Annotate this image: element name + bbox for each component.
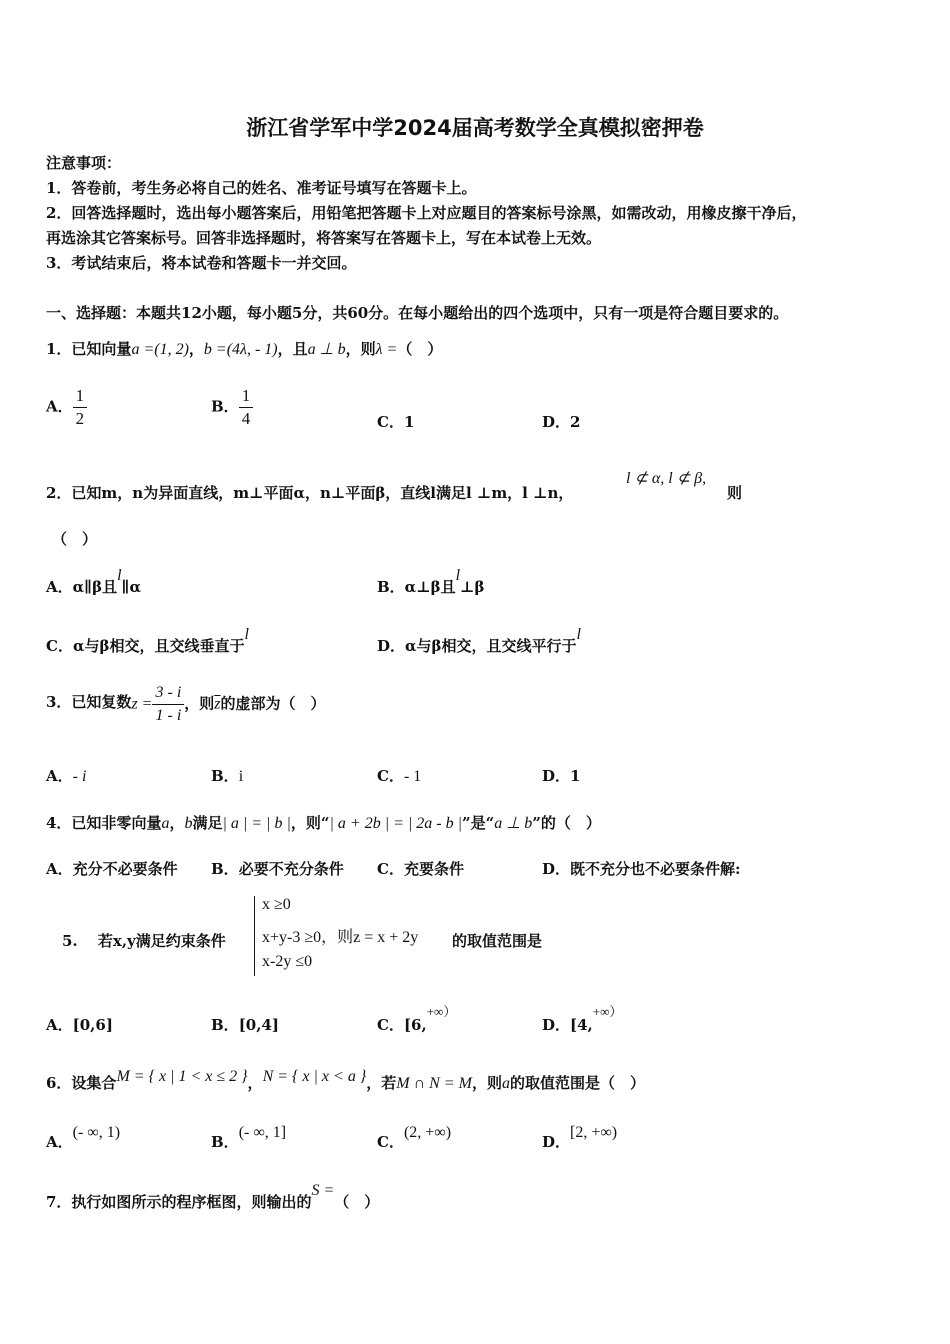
q5-tail: 的取值范围是	[452, 932, 543, 950]
q1-option-d[interactable]: D．2	[542, 413, 581, 431]
question-5: 5. 若x,y满足约束条件	[62, 932, 226, 950]
q3-option-a[interactable]: A．- i	[46, 767, 87, 785]
question-3: 3．已知复数z = $\frac{3 - i}{1 - i}$ ，则$\overline{z}$的虚部为（ ）	[46, 682, 326, 727]
fraction: $\frac{1}{4}$	[239, 385, 254, 430]
notice-item-3: 3．考试结束后，将本试卷和答题卡一并交回。	[46, 254, 357, 272]
q2-condition: l ⊄ α, l ⊄ β,	[626, 470, 707, 487]
constraint-3: x-2y ≤0	[262, 953, 313, 970]
vector-b: b =(4λ, - 1)	[203, 341, 278, 358]
q1-option-c[interactable]: C．1	[377, 413, 415, 431]
q3-option-c[interactable]: C．- 1	[377, 767, 422, 785]
section-heading: 一、选择题：本题共12小题，每小题5分，共60分。在每小题给出的四个选项中，只有一项是符合题目要求的。	[46, 304, 789, 322]
q4-option-d[interactable]: D．既不充分也不必要条件解:	[542, 860, 741, 878]
q6-option-a[interactable]: A．(- ∞, 1)	[46, 1124, 121, 1151]
z-conjugate: $\overline{z}$	[214, 695, 221, 713]
constraint-1: x ≥0	[262, 896, 291, 913]
constraint-2: x+y-3 ≥0，则z = x + 2y	[262, 929, 419, 946]
q4-option-b[interactable]: B．必要不充分条件	[211, 860, 344, 878]
q3-option-d[interactable]: D．1	[542, 767, 581, 785]
notice-heading: 注意事项：	[46, 154, 122, 172]
q2-paren: （ ）	[52, 530, 98, 548]
question-2: 2．已知m，n为异面直线，m⊥平面α，n⊥平面β，直线l满足l ⊥m，l ⊥n，	[46, 484, 574, 502]
q5-option-b[interactable]: B．[0,4]	[211, 1016, 279, 1034]
q3-option-b[interactable]: B．i	[211, 767, 244, 785]
page-title: 浙江省学军中学2024届高考数学全真模拟密押卷	[246, 116, 704, 140]
notice-item-2a: 2．回答选择题时，选出每小题答案后，用铅笔把答题卡上对应题目的答案标号涂黑，如需改动，用橡皮擦干净后，	[46, 204, 807, 222]
perp-condition: a ⊥ b	[307, 341, 346, 358]
q4-option-a[interactable]: A．充分不必要条件	[46, 860, 178, 878]
notice-item-1: 1．答卷前，考生务必将自己的姓名、准考证号填写在答题卡上。	[46, 179, 477, 197]
fraction: $\frac{1}{2}$	[73, 385, 88, 430]
q2-option-d[interactable]: D．α与β相交，且交线平行于l	[377, 626, 581, 655]
vector-a: a =(1, 2)	[131, 341, 189, 358]
q5-option-d[interactable]: D．[4,+∞）	[542, 1004, 623, 1034]
q2-option-c[interactable]: C．α与β相交，且交线垂直于l	[46, 626, 249, 655]
q2-tail: 则	[727, 484, 743, 502]
question-6: 6．设集合M = { x | 1 < x ≤ 2 }，N = { x | x < a }，若M ∩ N = M，则a的取值范围是（ ）	[46, 1068, 645, 1092]
q4-expression: | a + 2b | = | 2a - b |	[329, 815, 463, 832]
q4-option-c[interactable]: C．充要条件	[377, 860, 464, 878]
q2-option-b[interactable]: B．α⊥β且l⊥β	[377, 567, 485, 596]
question-4: 4．已知非零向量a，b满足| a | = | b |，则“| a + 2b | = | 2a - b |”是“a ⊥ b”的（ ）	[46, 814, 601, 832]
question-7: 7．执行如图所示的程序框图，则输出的S =（ ）	[46, 1182, 380, 1211]
q1-option-a[interactable]: A． $\frac{1}{2}$	[46, 385, 87, 430]
q6-option-c[interactable]: C．(2, +∞)	[377, 1124, 452, 1151]
lambda: λ =	[375, 341, 398, 358]
fraction: $\frac{3 - i}{1 - i}$	[152, 682, 184, 727]
q5-option-c[interactable]: C．[6,+∞）	[377, 1004, 457, 1034]
q2-option-a[interactable]: A．α∥β且l∥α	[46, 567, 142, 596]
question-1: 1．已知向量a =(1, 2)，b =(4λ, - 1)，且a ⊥ b，则λ =（ ）	[46, 340, 443, 358]
q6-option-d[interactable]: D．[2, +∞)	[542, 1124, 618, 1151]
q1-option-b[interactable]: B． $\frac{1}{4}$	[211, 385, 253, 430]
s-variable: S =	[311, 1182, 335, 1199]
q6-option-b[interactable]: B．(- ∞, 1]	[211, 1124, 287, 1151]
q5-option-a[interactable]: A．[0,6]	[46, 1016, 113, 1034]
notice-item-2b: 再选涂其它答案标号。回答非选择题时，将答案写在答题卡上，写在本试卷上无效。	[46, 229, 602, 247]
